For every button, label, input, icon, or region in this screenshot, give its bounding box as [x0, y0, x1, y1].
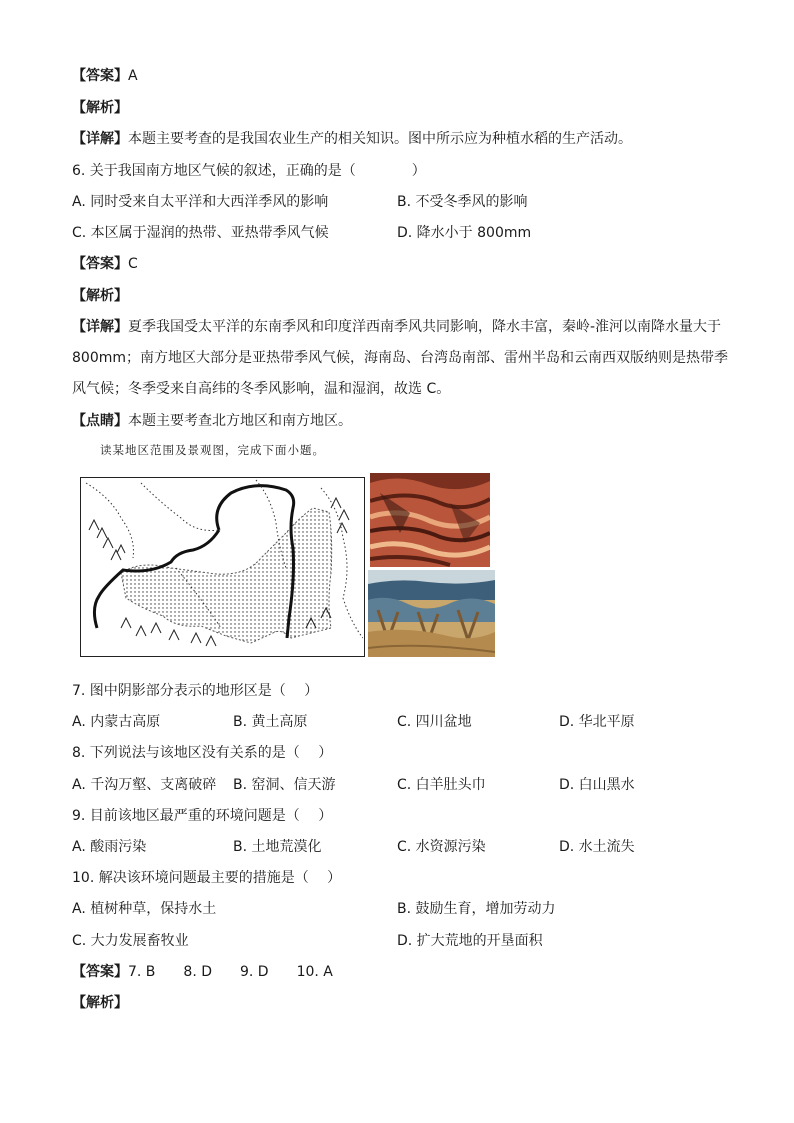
q6-detail-line-3: 风气候；冬季受来自高纬的冬季风影响，温和湿润，故选 C。	[72, 381, 451, 397]
answer-value: C	[128, 256, 138, 272]
terraced-hills-image	[370, 473, 490, 567]
q10-option-d: D. 扩大荒地的开垦面积	[397, 933, 543, 949]
answers-7-10-text: 7. B 8. D 9. D 10. A	[128, 964, 333, 980]
detail-tag: 【详解】	[72, 131, 128, 147]
q10-option-c: C. 大力发展畜牧业	[72, 933, 189, 949]
question-10-stem: 10. 解决该环境问题最主要的措施是（ ）	[72, 870, 342, 886]
q7-option-a: A. 内蒙古高原	[72, 714, 161, 730]
shaded-plateau-region	[121, 508, 332, 643]
analysis-7-10-row	[72, 993, 128, 1013]
q7-option-d: D. 华北平原	[559, 714, 635, 730]
map-drawing	[81, 478, 363, 655]
figure-caption: 读某地区范围及景观图，完成下面小题。	[100, 443, 325, 457]
dotted-border	[86, 483, 134, 558]
question-7-stem: 7. 图中阴影部分表示的地形区是（ ）	[72, 683, 319, 699]
loess-gullies-image	[368, 570, 495, 657]
q7-option-b: B. 黄土高原	[233, 714, 308, 730]
detail-text-1: 夏季我国受太平洋的东南季风和印度洋西南季风共同影响，降水丰富，秦岭-淮河以南降水量大于	[128, 319, 722, 335]
q6-detail-line-2: 800mm；南方地区大部分是亚热带季风气候，海南岛、台湾岛南部、雷州半岛和云南西双版纳则是热带季	[72, 350, 728, 366]
q9-option-b: B. 土地荒漠化	[233, 839, 322, 855]
q6-option-a: A. 同时受来自太平洋和大西洋季风的影响	[72, 194, 329, 210]
q9-option-a: A. 酸雨污染	[72, 839, 147, 855]
q6-point-row	[72, 411, 352, 431]
dotted-border	[141, 483, 219, 531]
detail-row	[72, 129, 632, 149]
answer-row	[72, 66, 138, 86]
answer-value: A	[128, 68, 138, 84]
answer-tag: 【答案】	[72, 256, 128, 272]
photo-loess-gullies	[368, 570, 495, 657]
q9-option-c: C. 水资源污染	[397, 839, 486, 855]
q6-option-d: D. 降水小于 800mm	[397, 225, 532, 241]
question-9-stem: 9. 目前该地区最严重的环境问题是（ ）	[72, 808, 333, 824]
q10-option-b: B. 鼓励生育，增加劳动力	[397, 901, 556, 917]
photo-terraced-hills	[370, 473, 490, 567]
q6-option-b: B. 不受冬季风的影响	[397, 194, 528, 210]
q9-option-d: D. 水土流失	[559, 839, 635, 855]
q6-detail-line-1	[72, 317, 721, 337]
q8-option-a: A. 千沟万壑、支离破碎	[72, 777, 217, 793]
question-6-stem: 6. 关于我国南方地区气候的叙述，正确的是（ ）	[72, 163, 426, 179]
analysis-tag: 【解析】	[72, 288, 128, 304]
q6-answer-row	[72, 254, 138, 274]
point-tag: 【点睛】	[72, 413, 128, 429]
q8-option-d: D. 白山黑水	[559, 777, 635, 793]
loess-plateau-map	[80, 477, 365, 657]
analysis-tag: 【解析】	[72, 995, 128, 1011]
analysis-row	[72, 98, 128, 118]
q8-option-c: C. 白羊肚头巾	[397, 777, 486, 793]
q7-option-c: C. 四川盆地	[397, 714, 472, 730]
detail-tag: 【详解】	[72, 319, 128, 335]
analysis-tag: 【解析】	[72, 100, 128, 116]
point-text: 本题主要考查北方地区和南方地区。	[128, 413, 352, 429]
q6-option-c: C. 本区属于湿润的热带、亚热带季风气候	[72, 225, 329, 241]
answers-7-10-row	[72, 962, 333, 982]
question-8-stem: 8. 下列说法与该地区没有关系的是（ ）	[72, 745, 333, 761]
q10-option-a: A. 植树种草，保持水土	[72, 901, 217, 917]
answer-tag: 【答案】	[72, 964, 128, 980]
q6-analysis-row	[72, 286, 128, 306]
q8-option-b: B. 窑洞、信天游	[233, 777, 336, 793]
detail-text: 本题主要考查的是我国农业生产的相关知识。图中所示应为种植水稻的生产活动。	[128, 131, 632, 147]
answer-tag: 【答案】	[72, 68, 128, 84]
